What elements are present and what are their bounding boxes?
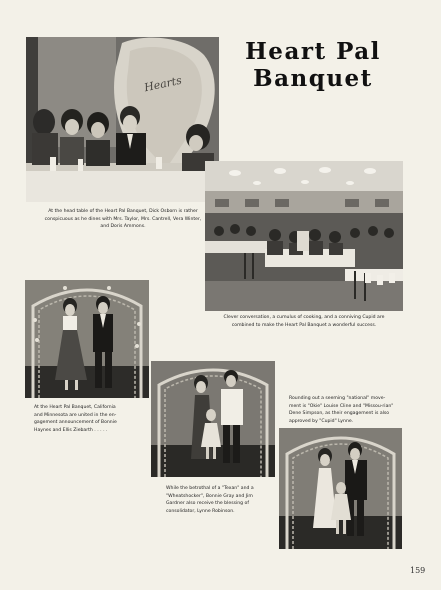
photo-dining-hall — [205, 161, 403, 311]
photo-head-table — [26, 37, 219, 202]
page-title — [228, 38, 398, 92]
caption-texan: While the betrothal of a "Texan" and a "Wheatshocker", Bonnie Gray and Jim Gardner also receive the blessing of consolidator, Lynne Robinson. — [166, 486, 254, 514]
head-table-sign: Hearts — [143, 73, 183, 95]
head-table-image — [26, 37, 219, 202]
caption-national: Rounding out a seeming "national" move-ment is "Okie" Louise Cline and "Missou-rian" Dene Simpson, as their engagement is also approved by "Cupid" Lynne. — [289, 396, 394, 424]
texan-image — [151, 361, 275, 477]
dining-hall-image — [205, 161, 403, 311]
title-line-1: Heart Pal — [245, 38, 381, 65]
caption-engagement: At the Heart Pal Banquet, California and Minnesota are united in the en-gagement announcement of Bonnie Haynes and Ellis Ziebarth . . . . . — [34, 405, 117, 433]
photo-engagement — [25, 280, 149, 398]
caption-head-table: At the head table of the Heart Pal Banquet, Dick Osborn is rather conspicuous as he dines with Mrs. Taylor, Mrs. Cantrell, Vera Winter, and Doris Ammons. — [44, 209, 202, 230]
photo-texan — [151, 361, 275, 477]
caption-dining-hall: Clever conversation, a cumulus of cooking, and a conniving Cupid are combined to make the Heart Pal Banquet a wonderful success. — [223, 315, 385, 328]
photo-national — [279, 428, 402, 549]
national-image — [279, 428, 402, 549]
page-number: 159 — [410, 566, 426, 575]
title-line-2: Banquet — [253, 65, 373, 92]
engagement-image — [25, 280, 149, 398]
